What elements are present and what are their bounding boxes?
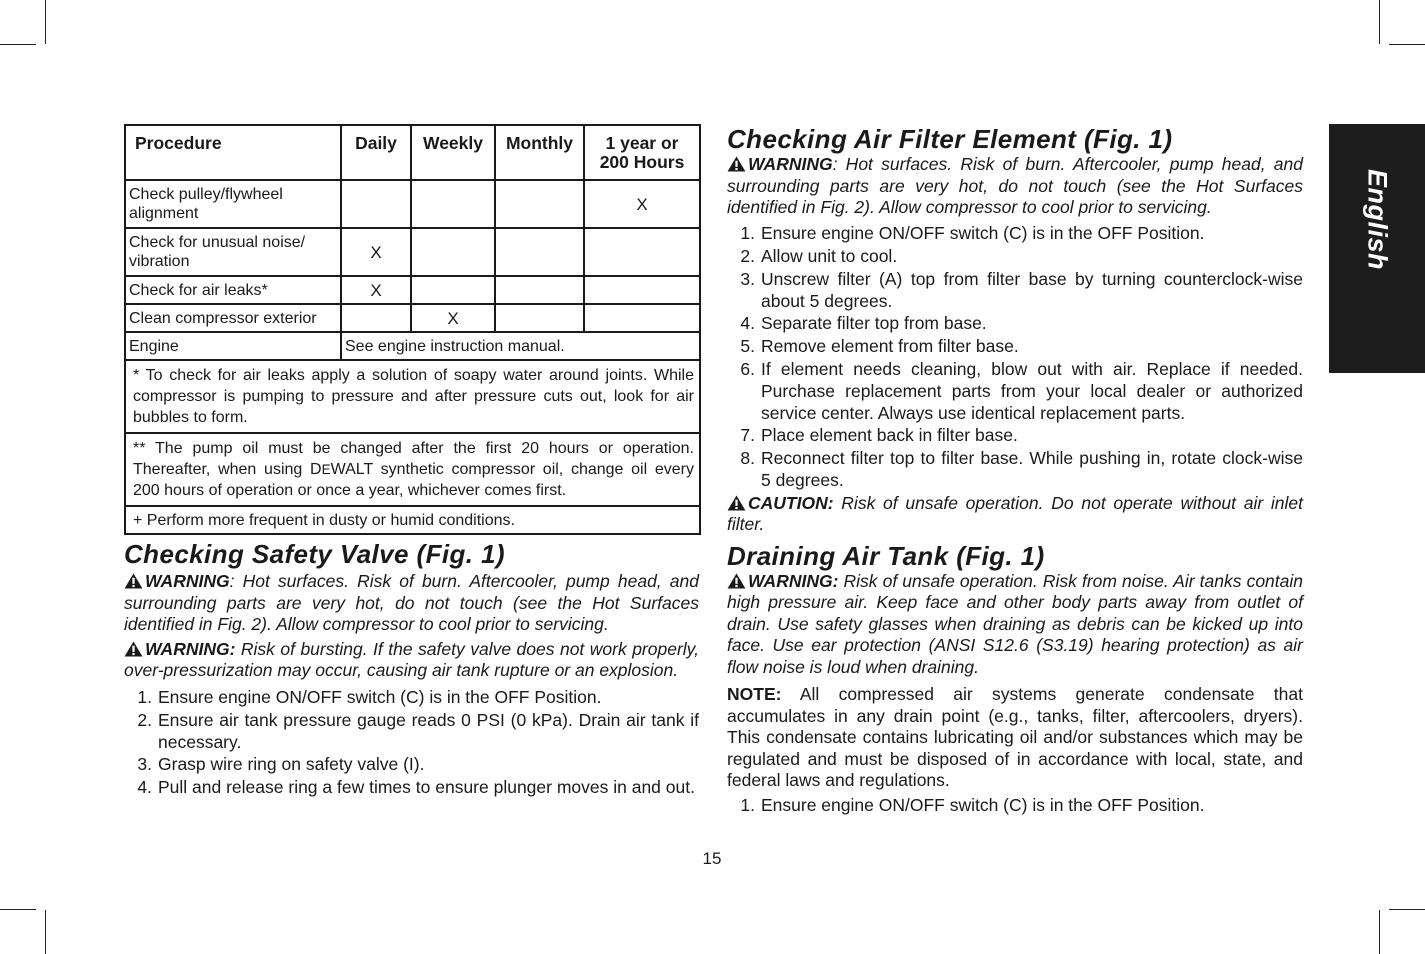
monthly-cell [495,304,584,332]
list-item: 8. Reconnect filter top to filter base. While pushing in, rotate clock-wise 5 degrees. [740,447,1303,490]
daily-cell: X [341,228,411,276]
monthly-cell [495,180,584,228]
footnote-air-leaks: * To check for air leaks apply a solution of soapy water around joints. While compressor is pumping to pressure and after pressure cuts out, look for air bubbles to form. [125,360,700,433]
table-row [125,332,700,360]
language-tab [1329,124,1425,373]
footnote-row [125,433,700,506]
warning-triangle-icon [124,641,143,657]
air-filter-steps [727,222,1303,491]
procedure-cell: Check pulley/flywheel alignment [125,180,341,228]
list-item: 5. Remove element from filter base. [740,335,1019,356]
caution-inlet-filter: CAUTION: Risk of unsafe operation. Do not operate without air inlet filter. [727,492,1303,534]
header-weekly: Weekly [411,125,495,180]
table-header-row [125,125,700,180]
crop-mark [0,44,36,45]
warning-triangle-icon [727,495,746,511]
list-item: 3. Unscrew filter (A) top from filter base by turning counterclock-wise about 5 degrees. [740,268,1303,311]
table-row [125,304,700,332]
crop-mark [45,0,46,44]
language-tab-label: English [1362,168,1393,271]
weekly-cell [411,180,495,228]
procedure-cell: Clean compressor exterior [125,304,341,332]
footnote-row [125,360,700,433]
list-item: 7. Place element back in filter base. [740,424,1018,445]
engine-note-cell: See engine instruction manual. [341,332,700,360]
warning-noise: WARNING: Risk of unsafe operation. Risk from noise. Air tanks contain high pressure air. Keep face and other body parts away from outlet of drain. Use safety glasses when draining as debris can be kicked up into face. Use ear protection (ANSI S12.6 (S3.19) hearing protection) as air flow noise is loud when draining. [727,570,1303,677]
warning-triangle-icon [727,156,746,172]
yearly-cell [584,304,700,332]
page-number: 15 [702,849,722,868]
footnote-row [125,506,700,534]
procedure-cell: Check for unusual noise/ vibration [125,228,341,276]
header-daily: Daily [341,125,411,180]
list-item: 1. Ensure engine ON/OFF switch (C) is in the OFF Position. [137,686,602,707]
warning-hot-surfaces: WARNING: Hot surfaces. Risk of burn. Aftercooler, pump head, and surrounding parts are very hot, do not touch (see the Hot Surfaces identified in Fig. 2). Allow compressor to cool prior to servicing. [124,571,699,634]
crop-mark [45,910,46,954]
drain-steps [727,794,1303,817]
yearly-cell: X [584,180,700,228]
yearly-cell [584,276,700,304]
crop-mark [1389,909,1425,910]
procedure-cell: Check for air leaks* [125,276,341,304]
list-item: 6. If element needs cleaning, blow out with air. Replace if needed. Purchase replacement parts from your local dealer or authorized service center. Always use identical replacement parts. [740,358,1303,423]
list-item: 1. Ensure engine ON/OFF switch (C) is in the OFF Position. [740,222,1205,243]
table-row [125,180,700,228]
section-title-air-filter: Checking Air Filter Element (Fig. 1) [727,124,1173,154]
warning-triangle-icon [727,573,746,589]
weekly-cell [411,276,495,304]
warning-hot-surfaces: WARNING: Hot surfaces. Risk of burn. Aftercooler, pump head, and surrounding parts are very hot, do not touch (see the Hot Surfaces identified in Fig. 2). Allow compressor to cool prior to servicing. [727,154,1303,217]
section-title-draining: Draining Air Tank (Fig. 1) [727,540,1045,571]
note-condensate: NOTE: All compressed air systems generate condensate that accumulates in any drain point (e.g., tanks, filter, aftercoolers, dryers). This condensate contains lubricating oil and/or substances which may be regulated and must be disposed of in accordance with local, state, and federal laws and regulations. [727,684,1303,790]
right-column [727,124,1303,817]
footnote-dusty: + Perform more frequent in dusty or humid conditions. [125,506,700,534]
crop-mark [1389,44,1425,45]
maintenance-table [124,124,701,535]
header-yearly: 1 year or 200 Hours [584,125,700,180]
list-item: 3. Grasp wire ring on safety valve (I). [137,753,425,774]
daily-cell [341,304,411,332]
left-column [124,124,699,799]
daily-cell: X [341,276,411,304]
list-item: 4. Separate filter top from base. [740,312,987,333]
yearly-cell [584,228,700,276]
header-monthly: Monthly [495,125,584,180]
table-row [125,228,700,276]
list-item: 2. Ensure air tank pressure gauge reads 0 PSI (0 kPa). Drain air tank if necessary. [137,709,699,752]
weekly-cell: X [411,304,495,332]
crop-mark [1379,0,1380,44]
list-item: 2. Allow unit to cool. [740,245,898,266]
warning-triangle-icon [124,573,143,589]
crop-mark [0,909,36,910]
crop-mark [1379,910,1380,954]
footnote-pump-oil: ** The pump oil must be changed after the first 20 hours or operation. Thereafter, when using DEWALT synthetic compressor oil, change oil every 200 hours of operation or once a year, whichever comes first. [125,433,700,506]
monthly-cell [495,276,584,304]
header-procedure: Procedure [125,125,341,180]
monthly-cell [495,228,584,276]
list-item: 1. Ensure engine ON/OFF switch (C) is in the OFF Position. [740,794,1205,815]
table-row [125,276,700,304]
daily-cell [341,180,411,228]
weekly-cell [411,228,495,276]
section-title-safety-valve: Checking Safety Valve (Fig. 1) [124,539,505,569]
list-item: 4. Pull and release ring a few times to ensure plunger moves in and out. [137,776,695,797]
safety-valve-steps [124,686,699,799]
brand-small-cap: E [321,462,331,477]
warning-bursting: WARNING: Risk of bursting. If the safety valve does not work properly, over-pressurization may occur, causing air tank rupture or an explosion. [124,638,699,680]
engine-cell: Engine [125,332,341,360]
